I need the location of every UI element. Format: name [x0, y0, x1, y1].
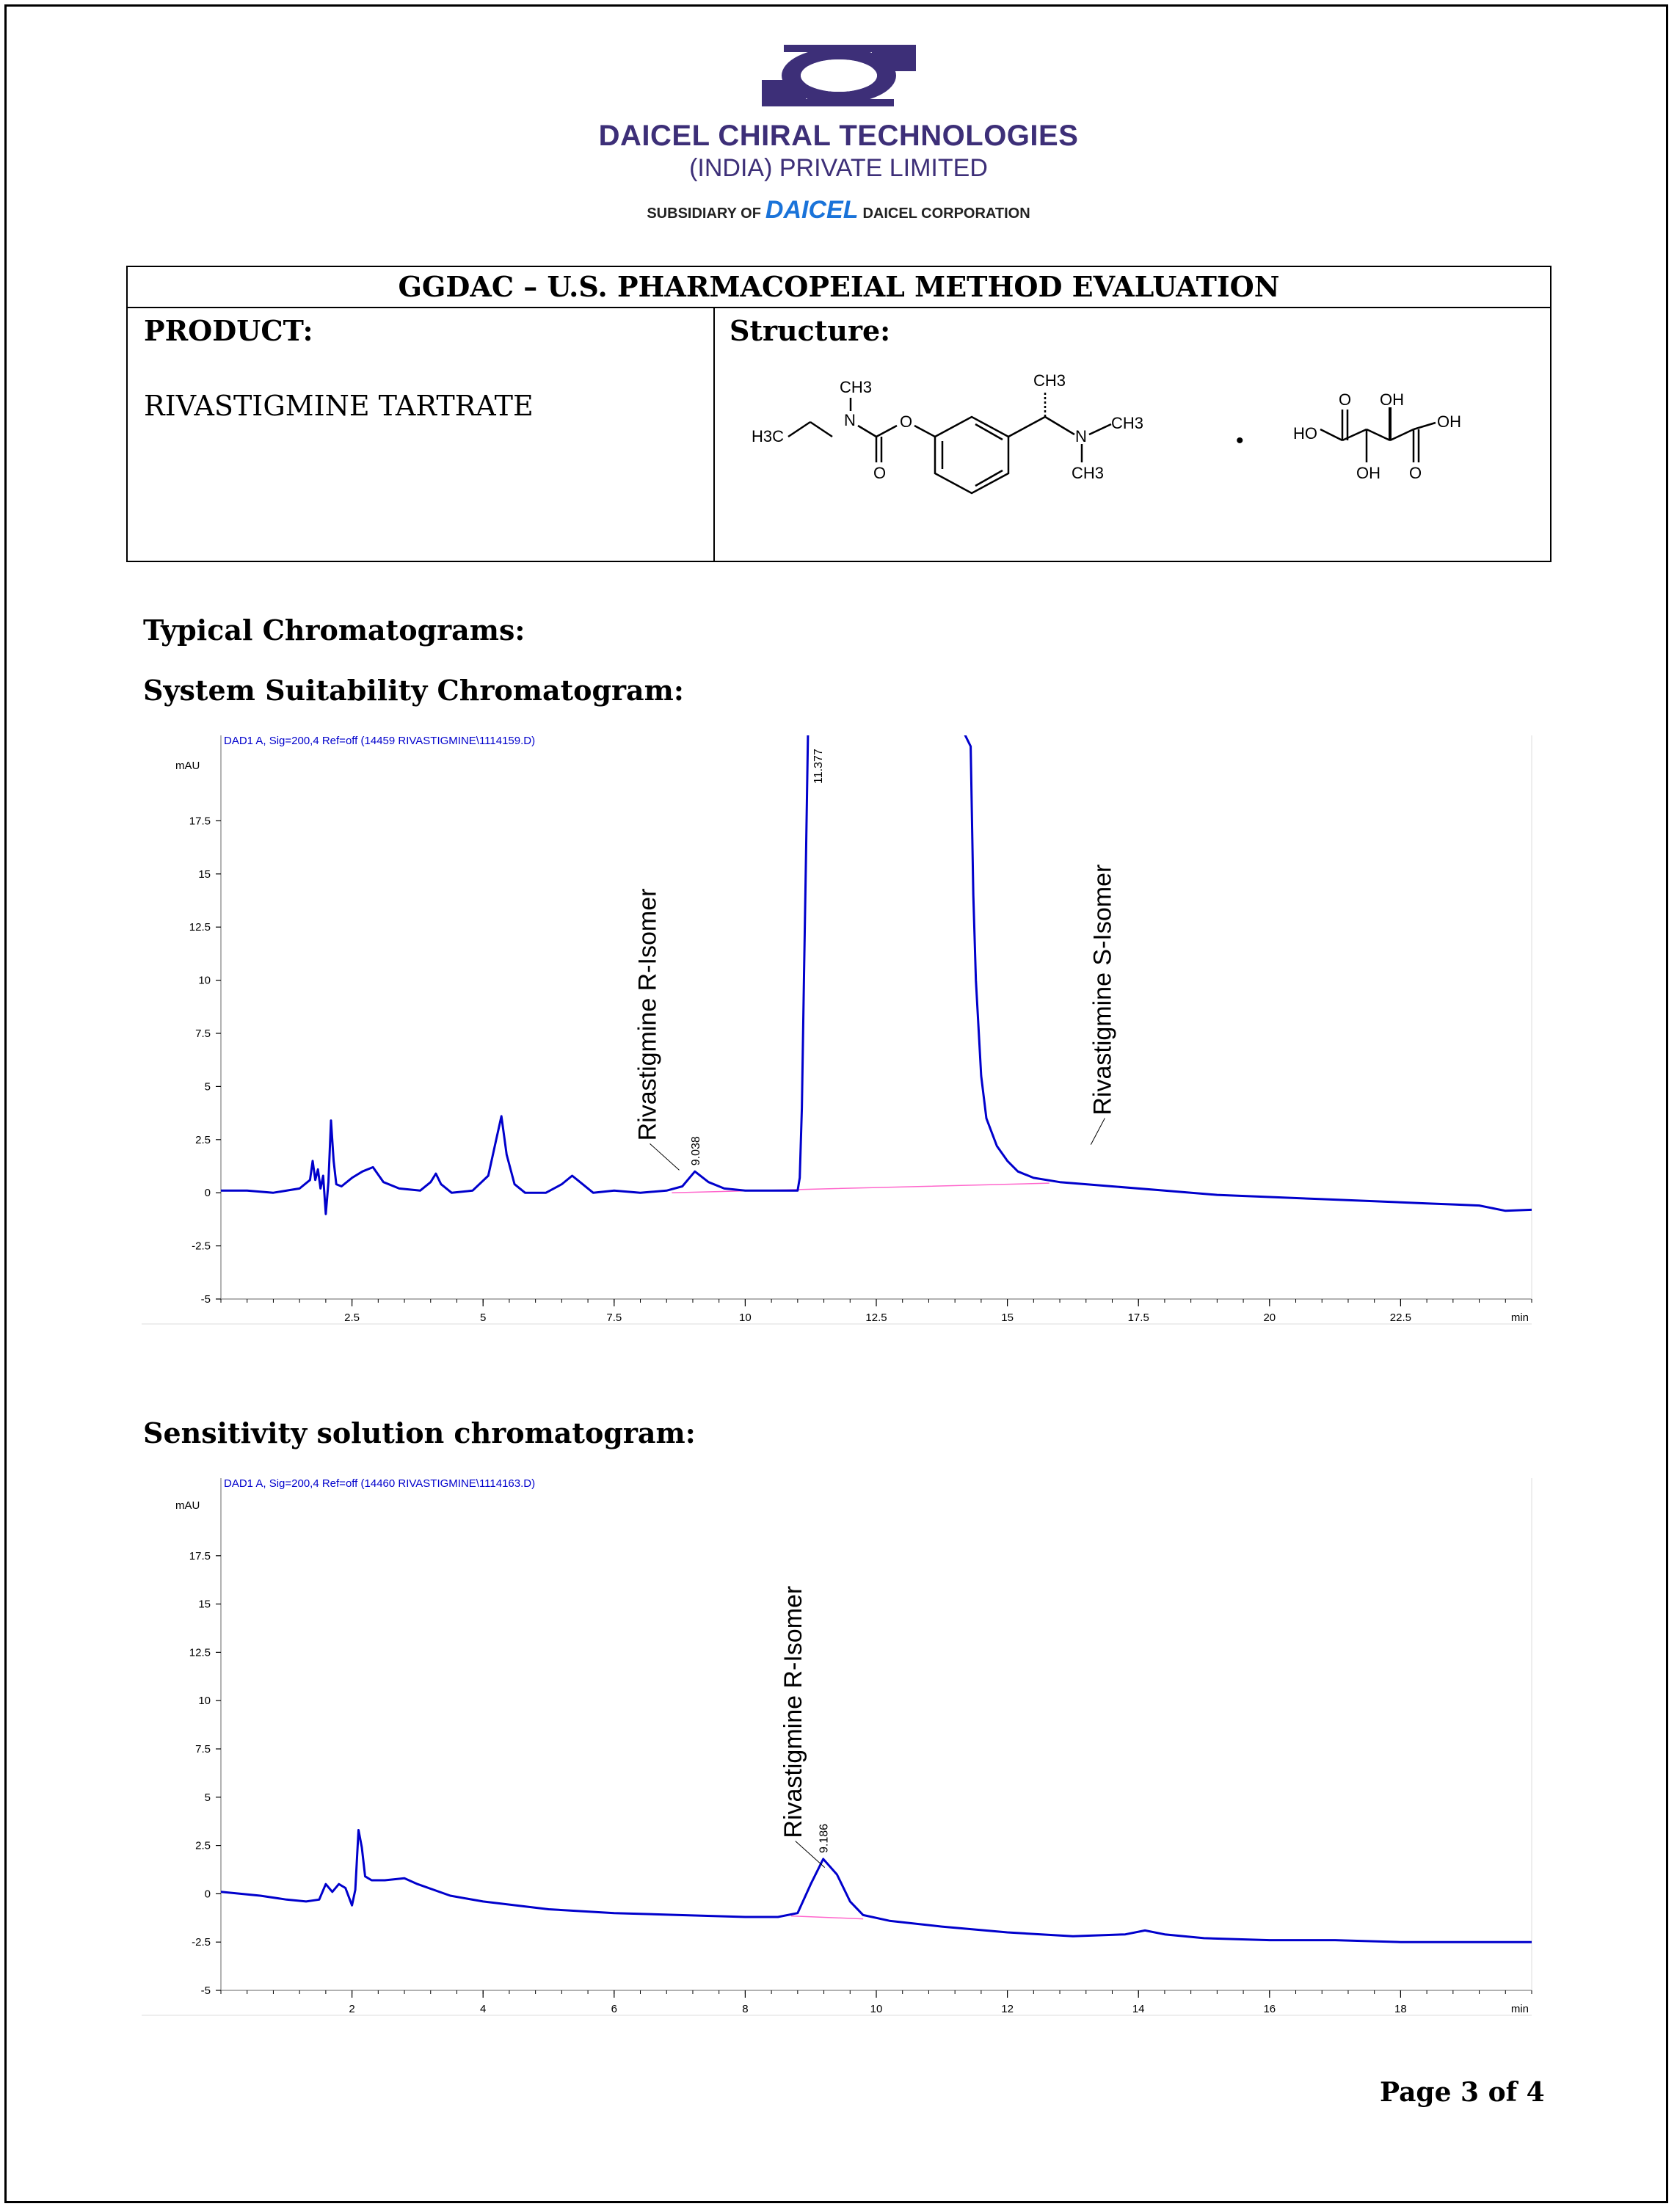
x-tick-label: 6 [611, 2003, 617, 2015]
peak-rt-label: 9.186 [818, 1823, 831, 1854]
chromatogram-trace [221, 1830, 1532, 1943]
company-subtitle: (INDIA) PRIVATE LIMITED [689, 154, 988, 182]
y-tick-label: 2.5 [195, 1133, 211, 1146]
integration-baseline [791, 1916, 863, 1919]
y-tick-label: 17.5 [189, 1549, 211, 1562]
typical-chromatograms-heading: Typical Chromatograms: [143, 614, 525, 647]
x-tick-label: 20 [1263, 1311, 1276, 1324]
x-tick-label: 22.5 [1389, 1311, 1412, 1324]
method-info-table [126, 266, 1552, 562]
y-tick-label: 12.5 [189, 921, 211, 934]
structure-cell [714, 308, 1551, 561]
sensitivity-chromatogram [142, 1475, 1533, 2017]
page-number: Page 3 of 4 [1380, 2077, 1545, 2108]
x-tick-label: 8 [742, 2003, 749, 2015]
structure-label: Structure: [730, 314, 891, 347]
chromatogram-svg [142, 732, 1533, 1328]
y-tick-label: 7.5 [195, 1027, 211, 1040]
y-tick-label: 12.5 [189, 1646, 211, 1659]
product-cell [127, 308, 714, 561]
y-tick-label: 15 [198, 867, 211, 881]
y-axis-label: mAU [175, 1499, 200, 1512]
y-tick-label: 17.5 [189, 815, 211, 828]
y-tick-label: -2.5 [192, 1240, 211, 1253]
y-tick-label: 10 [198, 1695, 211, 1708]
x-tick-label: 12.5 [865, 1311, 887, 1324]
chromatogram-header: DAD1 A, Sig=200,4 Ref=off (14459 RIVASTIGMINE\1114159.D) [224, 735, 536, 747]
x-tick-label: 18 [1394, 2003, 1407, 2015]
y-axis-label: mAU [175, 760, 200, 772]
chromatogram-svg [142, 1475, 1533, 2017]
x-axis-unit: min [1510, 2003, 1529, 2015]
annotation-leader-line [650, 1143, 680, 1170]
company-header [0, 40, 1677, 225]
atom-t-ho: HO [1293, 424, 1317, 443]
x-tick-label: 14 [1132, 2003, 1145, 2015]
atom-n2: N [1075, 427, 1087, 445]
y-tick-label: -2.5 [192, 1936, 211, 1949]
sensitivity-heading: Sensitivity solution chromatogram: [143, 1416, 696, 1449]
y-tick-label: 0 [204, 1187, 211, 1200]
atom-t-o2: O [1409, 464, 1422, 482]
product-label: PRODUCT: [144, 314, 313, 347]
y-tick-label: 10 [198, 974, 211, 987]
atom-t-oh3: OH [1356, 464, 1380, 482]
atom-h3c: H3C [752, 427, 785, 445]
peak-annotation: Rivastigmine S-Isomer [1088, 864, 1117, 1116]
product-value: RIVASTIGMINE TARTRATE [144, 390, 534, 422]
atom-ch3-b: CH3 [1033, 371, 1066, 390]
company-name: DAICEL CHIRAL TECHNOLOGIES [598, 120, 1079, 152]
chromatogram-trace [221, 732, 1532, 1214]
y-tick-label: 5 [204, 1791, 211, 1804]
atom-n1: N [844, 411, 856, 429]
salt-dot: • [1236, 429, 1244, 453]
y-tick-label: 2.5 [195, 1839, 211, 1852]
y-tick-label: 0 [204, 1888, 211, 1901]
y-tick-label: 5 [204, 1080, 211, 1094]
atom-o-carbonyl: O [873, 464, 887, 482]
atom-t-oh2: OH [1437, 412, 1461, 431]
y-tick-label: 15 [198, 1598, 211, 1611]
daicel-brand: DAICEL [765, 196, 859, 224]
y-tick-label: -5 [200, 1293, 211, 1306]
atom-ch3-a: CH3 [840, 378, 873, 396]
subsidiary-line [0, 196, 1677, 225]
x-tick-label: 15 [1001, 1311, 1014, 1324]
peak-rt-label: 11.377 [812, 749, 825, 784]
x-tick-label: 16 [1263, 2003, 1276, 2015]
atom-ch3-d: CH3 [1072, 464, 1105, 482]
subsidiary-prefix: SUBSIDIARY OF [647, 205, 761, 222]
x-tick-label: 7.5 [606, 1311, 622, 1324]
x-tick-label: 2 [349, 2003, 355, 2015]
system-suitability-heading: System Suitability Chromatogram: [143, 674, 684, 707]
y-tick-label: -5 [200, 1984, 211, 1997]
y-tick-label: 7.5 [195, 1743, 211, 1756]
system-suitability-chromatogram [142, 732, 1533, 1328]
atom-t-oh1: OH [1380, 390, 1404, 409]
x-tick-label: 2.5 [344, 1311, 360, 1324]
peak-annotation: Rivastigmine R-Isomer [779, 1585, 807, 1838]
annotation-leader-line [1091, 1118, 1105, 1145]
x-tick-label: 10 [870, 2003, 883, 2015]
x-tick-label: 12 [1001, 2003, 1014, 2015]
x-tick-label: 5 [480, 1311, 487, 1324]
atom-ch3-c: CH3 [1111, 414, 1144, 432]
x-tick-label: 10 [739, 1311, 752, 1324]
atom-o-ester: O [900, 412, 913, 431]
peak-rt-label: 9.038 [689, 1136, 702, 1166]
daicel-logo-icon [762, 40, 916, 114]
peak-annotation: Rivastigmine R-Isomer [633, 888, 662, 1141]
x-tick-label: 17.5 [1127, 1311, 1149, 1324]
x-axis-unit: min [1510, 1311, 1529, 1324]
atom-t-o1: O [1339, 390, 1352, 409]
rivastigmine-tartrate-structure [730, 352, 1552, 521]
method-title: GGDAC – U.S. PHARMACOPEIAL METHOD EVALUATION [127, 266, 1551, 308]
x-tick-label: 4 [480, 2003, 487, 2015]
chromatogram-header: DAD1 A, Sig=200,4 Ref=off (14460 RIVASTIGMINE\1114163.D) [224, 1477, 536, 1490]
subsidiary-suffix: DAICEL CORPORATION [862, 205, 1030, 222]
